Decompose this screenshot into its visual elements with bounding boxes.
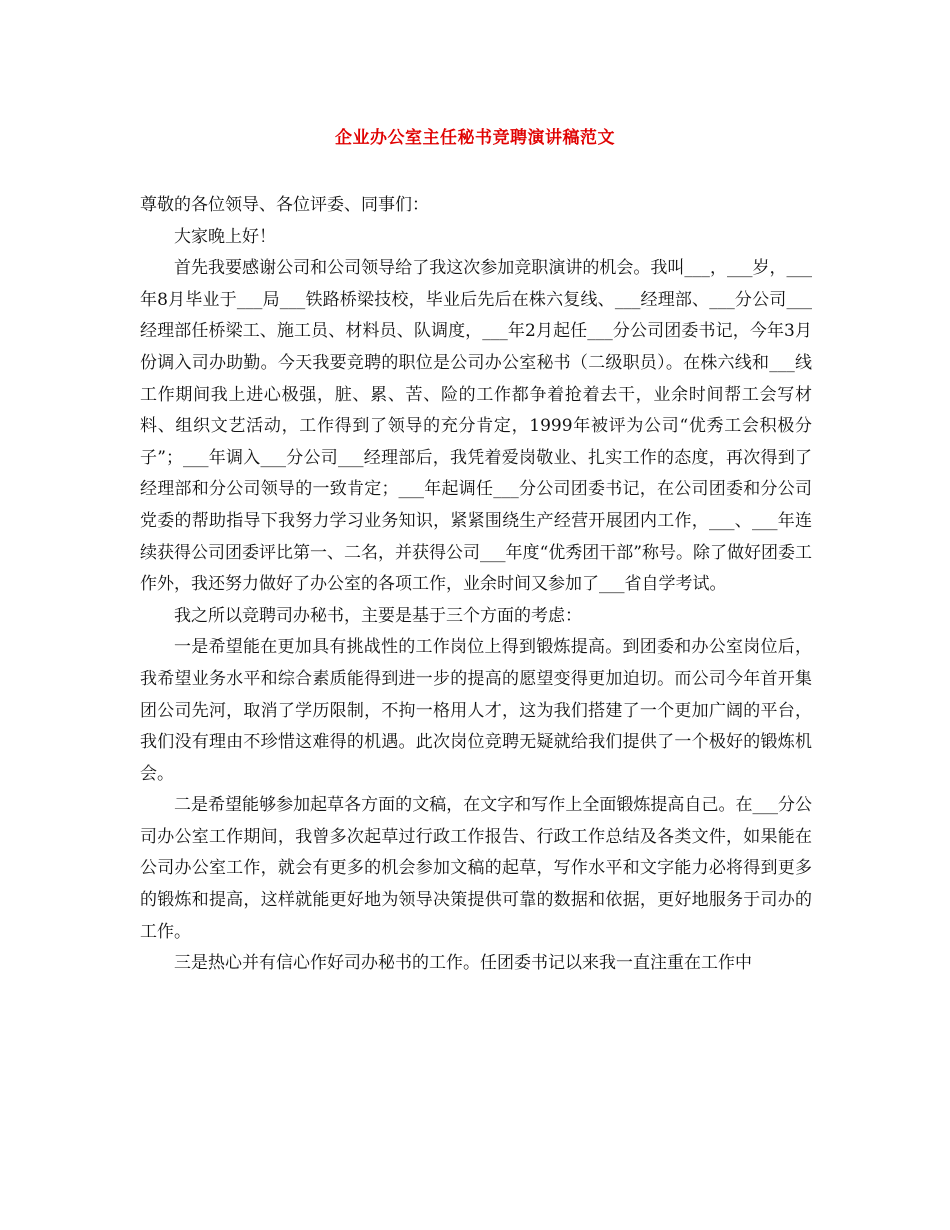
paragraph-reason-three: 三是热心并有信心作好司办秘书的工作。任团委书记以来我一直注重在工作中	[174, 953, 752, 974]
paragraph-greeting: 大家晚上好！	[174, 226, 276, 247]
paragraph-introduction: 首先我要感谢公司和公司领导给了我这次参加竞职演讲的机会。我叫___，___岁，___年8月毕业于___局___铁路桥梁技校，毕业后先后在株六复线、___经理部、___分公司___经理部任桥梁工、施工员、材料员、队调度，___年2月起任___分公司团委书记，今年3月份调入司办助勤。今天我要竞聘的职位是公司办公室秘书（二级职员）。在株六线和___线工作期间我上进心极强，脏、累、苦、险的工作都争着抢着去干，业余时间帮工会写材料、组织文艺活动，工作得到了领导的充分肯定，1999年被评为公司“优秀工会积极分子”；___年调入___分公司___经理部后，我凭着爱岗敬业、扎实工作的态度，再次得到了经理部和分公司领导的一致肯定；___年起调任___分公司团委书记，在公司团委和分公司党委的帮助指导下我努力学习业务知识，紧紧围绕生产经营开展团内工作，___、___年连续获得公司团委评比第一、二名，并获得公司___年度“优秀团干部”称号。除了做好团委工作外，我还努力做好了办公室的各项工作，业余时间又参加了___省自学考试。	[140, 258, 812, 595]
paragraph-reasons-intro: 我之所以竞聘司办秘书，主要是基于三个方面的考虑：	[174, 605, 582, 626]
paragraph-reason-one: 一是希望能在更加具有挑战性的工作岗位上得到锻炼提高。到团委和办公室岗位后，我希望业务水平和综合素质能得到进一步的提高的愿望变得更加迫切。而公司今年首开集团公司先河，取消了学历限制，不拘一格用人才，这为我们搭建了一个更加广阔的平台，我们没有理由不珍惜这难得的机遇。此次岗位竞聘无疑就给我们提供了一个极好的锻炼机会。	[140, 637, 812, 784]
document-body	[140, 190, 812, 980]
paragraph-reason-two: 二是希望能够参加起草各方面的文稿，在文字和写作上全面锻炼提高自己。在___分公司办公室工作期间，我曾多次起草过行政工作报告、行政工作总结及各类文件，如果能在公司办公室工作，就会有更多的机会参加文稿的起草，写作水平和文字能力必将得到更多的锻炼和提高，这样就能更好地为领导决策提供可靠的数据和依据，更好地服务于司办的工作。	[140, 795, 812, 942]
salutation: 尊敬的各位领导、各位评委、同事们：	[140, 195, 429, 215]
document-title: 企业办公室主任秘书竞聘演讲稿范文	[335, 128, 615, 148]
